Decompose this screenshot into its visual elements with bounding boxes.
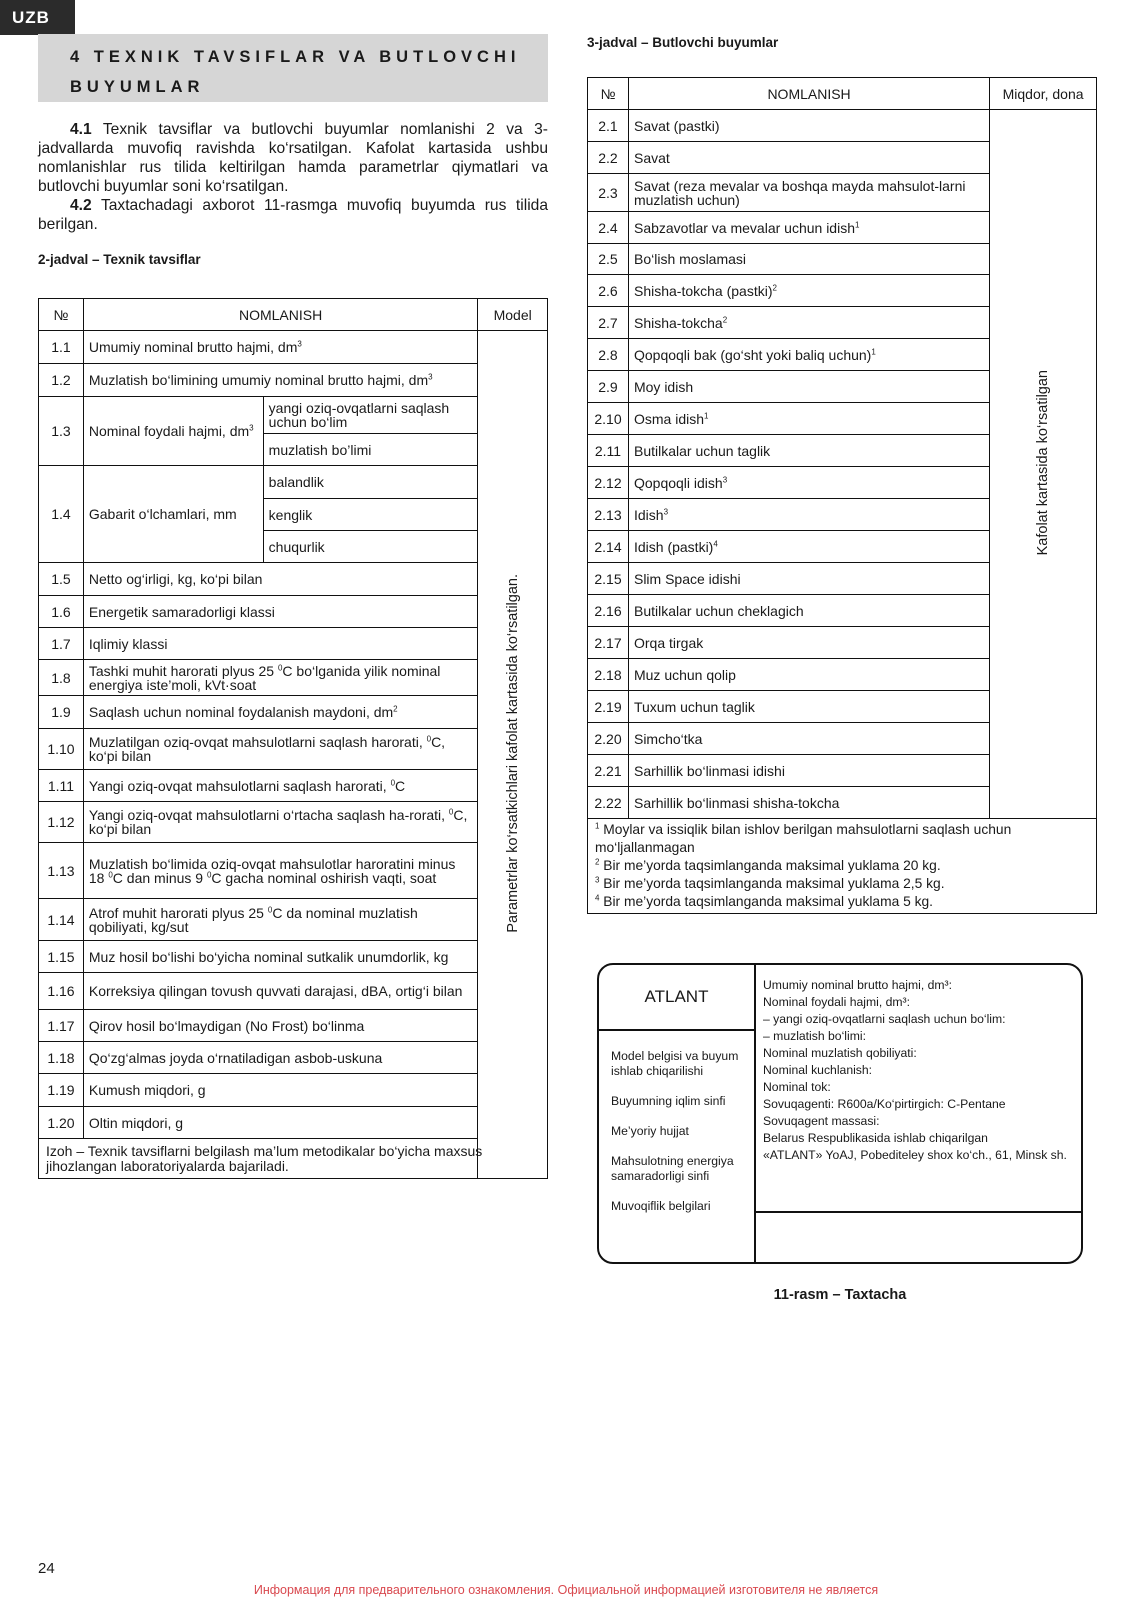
plate-info-line: – muzlatish bo‘limi: [763,1029,866,1043]
table-row [39,802,548,843]
row-number: 2.19 [588,691,629,723]
row-number: 2.21 [588,755,629,787]
row-name: Energetik samaradorligi klassi [83,596,477,628]
paragraph-number: 4.1 [70,121,92,138]
row-number: 1.3 [39,397,84,466]
row-number: 2.3 [588,174,629,212]
table-header-row [39,299,548,331]
row-name: Muz uchun qolip [628,659,989,691]
row-number: 2.15 [588,563,629,595]
row-number: 2.7 [588,307,629,339]
footnote: $^1$ Moylar va issiqlik bilan ishlov berilgan mahsulotlarni saqlash uchun mo‘ljallanmagan [595,821,1012,855]
paragraph-4-1 [38,120,548,196]
plate-divider [754,965,756,1262]
table-row [39,843,548,899]
row-name: Yangi oziq-ovqat mahsulotlarni o‘rtacha saqlash ha-rorati, $^0$C, ko‘pi bilan [83,802,477,843]
col-name-header: NOMLANISH [628,78,989,110]
plate-brand: ATLANT [644,987,709,1006]
row-number: 2.17 [588,627,629,659]
row-name: Yangi oziq-ovqat mahsulotlarni saqlash harorati, $^0$C [83,770,477,802]
table-row [39,696,548,729]
row-number: 2.11 [588,435,629,467]
row-number: 1.5 [39,563,84,596]
plate-label: Muvoqiflik belgilari [611,1199,711,1213]
row-number: 2.20 [588,723,629,755]
plate-info [763,977,1079,1164]
row-number: 2.22 [588,787,629,819]
table-header-row [588,78,1097,110]
row-number: 2.2 [588,142,629,174]
table-footnotes [588,819,1097,914]
model-vertical-note: Parametrlar ko‘rsatkichlari kafolat kartasida ko‘rsatilgan. [478,331,548,1179]
col-name-header: NOMLANISH [83,299,477,331]
sub-row-name: yangi oziq-ovqatlarni saqlash uchun bo‘lim [263,397,478,434]
language-tab: UZB [0,0,75,35]
plate-info-line: – yangi oziq-ovqatlarni saqlash uchun bo‘lim: [763,1012,1006,1026]
row-number: 1.10 [39,729,84,770]
row-name: Sabzavotlar va mevalar uchun idish$^1$ [628,212,989,244]
row-name: Oltin miqdori, g [83,1107,477,1139]
row-name: Saqlash uchun nominal foydalanish maydoni, $dm^2$ [83,696,477,729]
row-number: 2.10 [588,403,629,435]
row-name: Idish (pastki)$^4$ [628,531,989,563]
row-name: Qirov hosil bo‘lmaydigan (No Frost) bo‘linma [83,1010,477,1042]
row-number: 1.11 [39,770,84,802]
row-name: Shisha-tokcha (pastki)$^2$ [628,275,989,307]
row-number: 1.15 [39,941,84,973]
row-name: Bo‘lish moslamasi [628,244,989,275]
row-number: 2.9 [588,371,629,403]
row-name: Savat (pastki) [628,110,989,142]
row-name: Orqa tirgak [628,627,989,659]
paragraph-4-2 [38,196,548,234]
row-name: Qo‘zg‘almas joyda o‘rnatiladigan asbob-uskuna [83,1042,477,1074]
table-row [39,660,548,696]
sub-row-name: balandlik [263,466,478,499]
footnote: $^4$ Bir me’yorda taqsimlanganda maksimal yuklama 5 kg. [595,893,934,909]
row-name: Savat [628,142,989,174]
plate-info-line: Sovuqagent massasi: [763,1114,880,1128]
row-name: Idish$^3$ [628,499,989,531]
col-num-header: № [588,78,629,110]
row-name: Nominal foydali hajmi, $dm^3$ [83,397,263,466]
table-row [39,628,548,660]
row-number: 2.6 [588,275,629,307]
plate-info-line: Nominal tok: [763,1080,831,1094]
row-name: Shisha-tokcha$^2$ [628,307,989,339]
plate-label: Model belgisi va buyum ishlab chiqarilishi [611,1049,739,1078]
section-title-line2: BUYUMLAR [70,78,205,96]
table-technical-specs [38,298,548,1179]
table-row [39,973,548,1010]
rating-plate [597,963,1083,1264]
row-number: 2.5 [588,244,629,275]
row-number: 1.1 [39,331,84,364]
row-number: 2.1 [588,110,629,142]
footnote: $^3$ Bir me’yorda taqsimlanganda maksimal yuklama 2,5 kg. [595,875,945,891]
intro-text [38,120,548,234]
table-row [39,770,548,802]
table-row [39,899,548,941]
table-row [39,331,548,364]
row-name: Muzlatilgan oziq-ovqat mahsulotlarni saqlash harorati, $^0$C, ko‘pi bilan [83,729,477,770]
row-number: 1.18 [39,1042,84,1074]
row-name: Tashki muhit harorati plyus 25 $^0$C bo‘lganida yilik nominal energiya iste’moli, kVt·soat [83,660,477,696]
paragraph-text: Taxtachadagi axborot 11-rasmga muvofiq buyumda rus tilida berilgan. [38,197,548,233]
row-number: 1.16 [39,973,84,1010]
row-number: 2.13 [588,499,629,531]
sub-row-name: muzlatish bo’limi [263,434,478,466]
row-name: Butilkalar uchun taglik [628,435,989,467]
row-number: 1.20 [39,1107,84,1139]
row-name: Muzlatish bo‘limida oziq-ovqat mahsulotlar haroratini minus 18 $^0$C dan minus 9 $^0$C gacha nominal oshirish vaqti, soat [83,843,477,899]
row-number: 1.4 [39,466,84,563]
table-components [587,77,1097,914]
row-name: Qopqoqli idish$^3$ [628,467,989,499]
table-row [39,397,548,434]
plate-info-line: Belarus Respublikasida ishlab chiqarilgan [763,1131,988,1145]
row-name: Butilkalar uchun cheklagich [628,595,989,627]
table-row [588,110,1097,142]
row-name: Gabarit o‘lchamlari, mm [83,466,263,563]
row-name: Osma idish$^1$ [628,403,989,435]
plate-info-line: «ATLANT» YoAJ, Pobediteley shox ko‘ch., 61, Minsk sh. [763,1148,1067,1162]
row-number: 2.4 [588,212,629,244]
row-number: 1.17 [39,1010,84,1042]
row-number: 2.8 [588,339,629,371]
table-row [39,1042,548,1074]
row-number: 1.19 [39,1074,84,1107]
row-name: Slim Space idishi [628,563,989,595]
table-row [39,1010,548,1042]
row-name: Muzlatish bo‘limining umumiy nominal brutto hajmi, $dm^3$ [83,364,477,397]
section-title-line1: 4 TEXNIK TAVSIFLAR VA BUTLOVCHI [70,48,521,66]
sub-row-name: chuqurlik [263,531,478,563]
plate-info-line: Umumiy nominal brutto hajmi, dm³: [763,978,952,992]
disclaimer: Информация для предварительного ознакомления. Официальной информацией изготовителя не является [253,1583,879,1597]
table-row [39,563,548,596]
row-name: Moy idish [628,371,989,403]
row-number: 1.7 [39,628,84,660]
row-name: Korreksiya qilingan tovush quvvati darajasi, dBA, ortig‘i bilan [83,973,477,1010]
row-name: Netto og‘irligi, kg, ko‘pi bilan [83,563,477,596]
table-row [39,1074,548,1107]
table-row [39,1107,548,1139]
plate-left-labels [611,1049,751,1229]
plate-divider [754,1211,1081,1213]
plate-label: Buyumning iqlim sinfi [611,1094,726,1108]
col-qty-header: Miqdor, dona [990,78,1097,110]
section-heading [38,34,548,102]
row-name: Umumiy nominal brutto hajmi, $dm^3$ [83,331,477,364]
row-name: Iqlimiy klassi [83,628,477,660]
row-number: 2.16 [588,595,629,627]
table-row [39,596,548,628]
table-note: Izoh – Texnik tavsiflarni belgilash ma’lum metodikalar bo‘yicha maxsus jihozlangan laboratoriyalarda bajariladi. [39,1139,548,1179]
qty-vertical-note: Kafolat kartasida ko‘rsatilgan [990,110,1097,819]
row-number: 1.12 [39,802,84,843]
row-number: 2.14 [588,531,629,563]
sub-row-name: kenglik [263,499,478,531]
row-name: Savat (reza mevalar va boshqa mayda mahsulot-larni muzlatish uchun) [628,174,989,212]
row-number: 1.9 [39,696,84,729]
footnote: $^2$ Bir me’yorda taqsimlanganda maksimal yuklama 20 kg. [595,857,941,873]
table-row [39,941,548,973]
row-name: Sarhillik bo‘linmasi shisha-tokcha [628,787,989,819]
row-name: Muz hosil bo‘lishi bo‘yicha nominal sutkalik unumdorlik, kg [83,941,477,973]
row-name: Kumush miqdori, g [83,1074,477,1107]
figure-caption: 11-rasm – Taxtacha [773,1287,907,1303]
row-number: 2.12 [588,467,629,499]
col-model-header: Model [478,299,548,331]
plate-label: Me’yoriy hujjat [611,1124,689,1138]
col-num-header: № [39,299,84,331]
row-number: 1.13 [39,843,84,899]
table2-caption: 2-jadval – Texnik tavsiflar [38,252,201,267]
row-number: 2.18 [588,659,629,691]
plate-label: Mahsulotning energiya samaradorligi sinfi [611,1154,734,1183]
table-row [39,729,548,770]
row-number: 1.8 [39,660,84,696]
paragraph-number: 4.2 [70,197,92,214]
row-number: 1.14 [39,899,84,941]
row-name: Sarhillik bo‘linmasi idishi [628,755,989,787]
row-name: Tuxum uchun taglik [628,691,989,723]
row-name: Simcho‘tka [628,723,989,755]
row-name: Qopqoqli bak (go‘sht yoki baliq uchun)$^1$ [628,339,989,371]
table-footnotes-row [588,819,1097,914]
plate-divider [599,1029,754,1031]
table3-caption: 3-jadval – Butlovchi buyumlar [587,35,779,50]
page-number: 24 [38,1560,55,1577]
plate-info-line: Nominal muzlatish qobiliyati: [763,1046,917,1060]
row-number: 1.6 [39,596,84,628]
plate-info-line: Nominal foydali hajmi, dm³: [763,995,910,1009]
table-note-row [39,1139,548,1179]
table-row [39,364,548,397]
row-name: Atrof muhit harorati plyus 25 $^0$C da nominal muzlatish qobiliyati, kg/sut [83,899,477,941]
plate-info-line: Nominal kuchlanish: [763,1063,873,1077]
table-row [39,466,548,499]
plate-info-line: Sovuqagenti: R600a/Ko‘pirtirgich: C-Pentane [763,1097,1006,1111]
row-number: 1.2 [39,364,84,397]
paragraph-text: Texnik tavsiflar va butlovchi buyumlar nomlanishi 2 va 3-jadvallarda muvofiq ravishda ko‘rsatilgan. Kafolat kartasida ushbu nomlanishlar rus tilida keltirilgan hamda parametrlar qiymatlari va butlovchi buyumlar soni ko‘rsatilgan. [38,121,548,195]
